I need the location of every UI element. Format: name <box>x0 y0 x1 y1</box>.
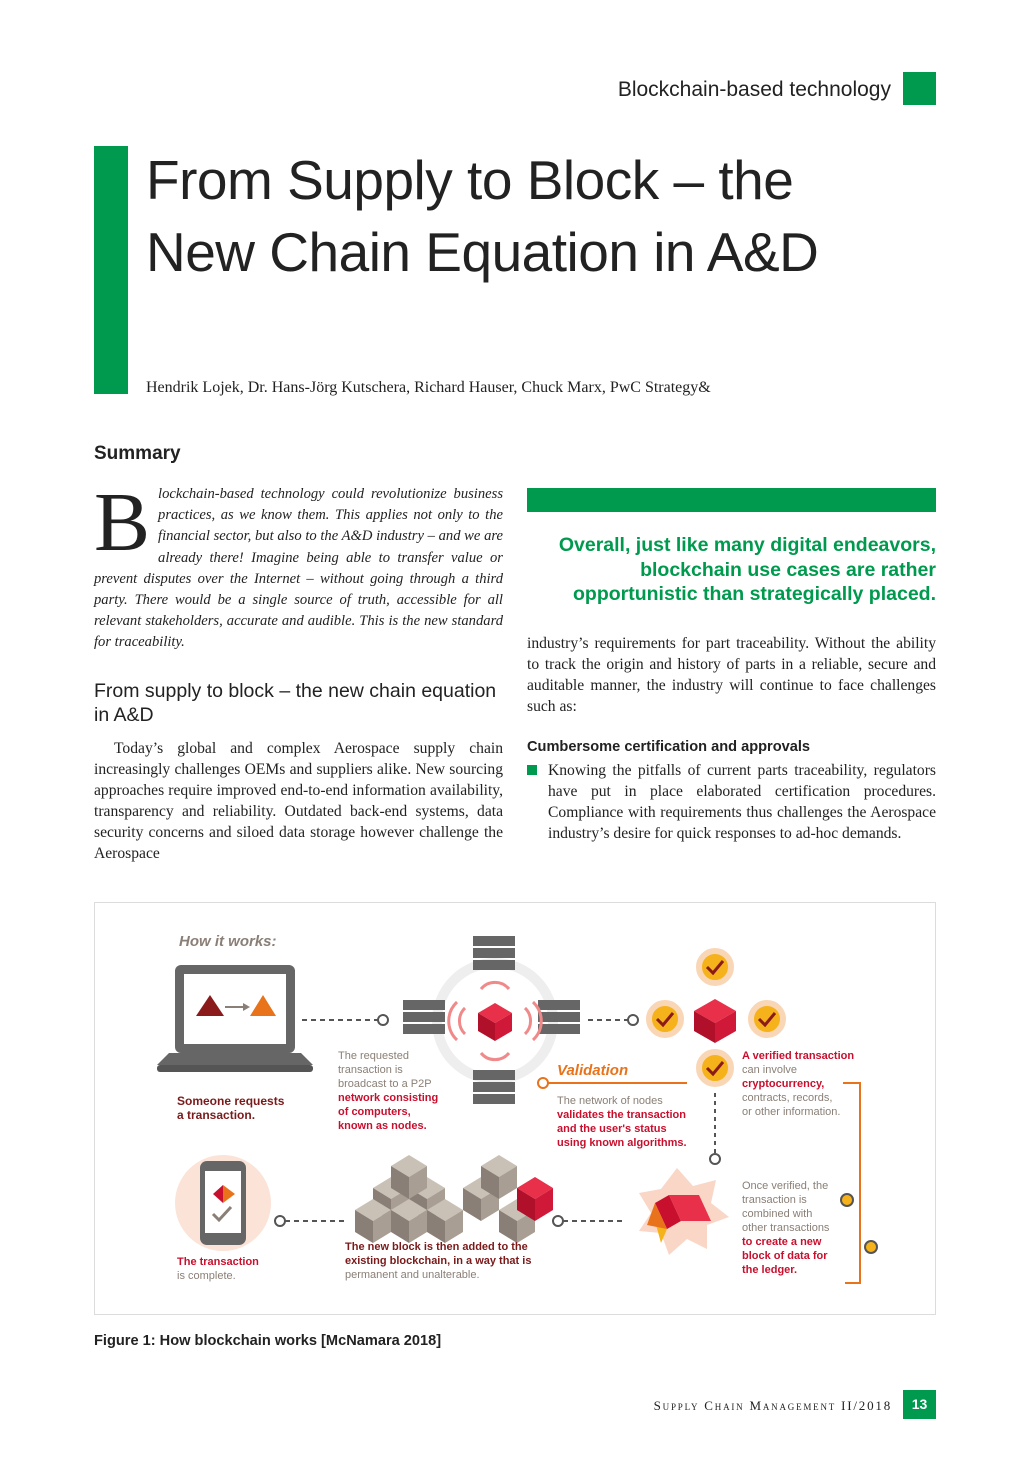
section-heading: From supply to block – the new chain equation in A&D <box>94 680 497 726</box>
step7-text: The transaction is complete. <box>177 1256 259 1282</box>
pull-quote: Overall, just like many digital endeavors, blockchain use cases are rather opportunistic than strategically placed. <box>558 534 936 605</box>
step5-text: Once verified, the transaction is combined with other transactions to create a new block of data for the ledger. <box>742 1180 830 1276</box>
connector-node-1 <box>378 1015 388 1025</box>
ledger-node <box>865 1241 877 1253</box>
figure-frame <box>94 902 936 1315</box>
figure-caption: Figure 1: How blockchain works [McNamara 2018] <box>94 1333 442 1349</box>
figure-heading: How it works: <box>179 933 277 950</box>
connector-node-4 <box>553 1216 563 1226</box>
blockchain-icon <box>355 1155 553 1243</box>
new-block-icon <box>639 1168 729 1255</box>
drop-cap: B <box>94 476 151 569</box>
section-label: Blockchain-based technology <box>617 78 891 101</box>
step1-text: Someone requests a transaction. <box>177 1094 285 1122</box>
connector-node-2 <box>628 1015 638 1025</box>
validation-label: Validation <box>557 1062 629 1079</box>
pull-quote-bar <box>527 488 936 512</box>
step6-text: The new block is then added to the existing blockchain, in a way that is permanent and unalterable. <box>345 1241 532 1281</box>
section-marker <box>903 72 936 105</box>
transaction-cube-icon <box>478 1003 512 1041</box>
title-accent-bar <box>94 146 128 394</box>
bullet-subheading: Cumbersome certification and approvals <box>527 739 811 755</box>
left-column-paragraph: Today’s global and complex Aerospace supply chain increasingly challenges OEMs and suppliers alike. New sourcing approaches require improved end-to-end information availability, transparency and reliability. Outdated back-end systems, data security concerns and siloed data storage however challenge the Aerospace <box>94 740 503 862</box>
page-number: 13 <box>903 1390 936 1419</box>
server-icon <box>403 1000 445 1034</box>
server-icon <box>473 936 515 970</box>
article-authors: Hendrik Lojek, Dr. Hans-Jörg Kutschera, Richard Hauser, Chuck Marx, PwC Strategy& <box>146 379 711 396</box>
connector-node-5 <box>275 1216 285 1226</box>
summary-body: lockchain-based technology could revolutionize business practices, as we know them. This applies not only to the financial sector, but also to the A&D industry – and we are already there! Imagine being able to transfer value or prevent disputes over the Internet – without going through a third party. There would be a single source of truth, accessible for all relevant stakeholders, accurate and audible. This is the new standard for traceability. <box>94 486 503 651</box>
validation-node <box>538 1078 548 1088</box>
ledger-path <box>843 1083 860 1283</box>
article-title: From Supply to Block – the New Chain Equation in A&D <box>146 149 819 283</box>
summary-heading: Summary <box>94 443 181 464</box>
footer-journal-name: Supply Chain Management II/2018 <box>653 1398 892 1413</box>
summary-text <box>94 476 503 654</box>
bullet-text: Knowing the pitfalls of current parts traceability, regulators have put in place elaborated certification procedures. Compliance with requirements thus challenges the Aerospace industry’s desire for quick responses to ad-hoc demands. <box>548 762 936 842</box>
blockchain-diagram <box>95 903 937 1316</box>
phone-icon <box>175 1155 271 1251</box>
step3-text: The network of nodes validates the transaction and the user's status using known algorithms. <box>557 1095 687 1149</box>
server-icon <box>473 1070 515 1104</box>
step4-text: A verified transaction can involve cryptocurrency, contracts, records, or other information. <box>742 1050 855 1118</box>
server-icon <box>538 1000 580 1034</box>
bullet-marker <box>527 765 537 775</box>
step2-text: The requested transaction is broadcast to a P2P network consisting of computers, known as nodes. <box>338 1050 439 1132</box>
ledger-node <box>841 1194 853 1206</box>
right-column-paragraph: industry’s requirements for part traceability. Without the ability to track the origin and history of parts in a reliable, secure and auditable manner, the industry will continue to face challenges such as: <box>527 635 936 715</box>
connector-node-3 <box>710 1154 720 1164</box>
laptop-icon <box>157 965 313 1072</box>
